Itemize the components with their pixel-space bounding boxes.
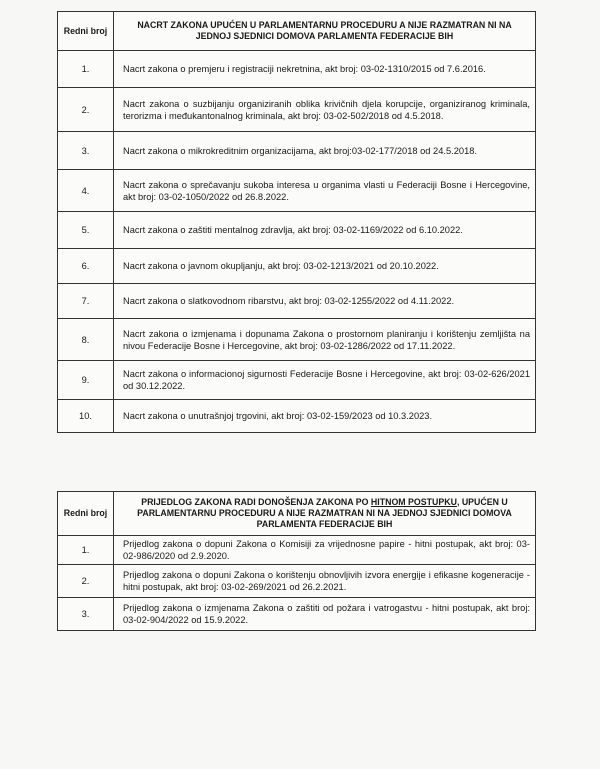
table-row	[58, 536, 536, 565]
row-number: 1.	[58, 536, 114, 565]
header-redni-broj: Redni broj	[58, 12, 114, 51]
row-number: 4.	[58, 170, 114, 212]
header-title: NACRT ZAKONA UPUĆEN U PARLAMENTARNU PROCEDURU A NIJE RAZMATRAN NI NA JEDNOJ SJEDNICI DOMOVA PARLAMENTA FEDERACIJE BIH	[114, 12, 536, 51]
header-redni-broj: Redni broj	[58, 492, 114, 536]
table-row	[58, 565, 536, 598]
table-row	[58, 132, 536, 170]
table-row	[58, 170, 536, 212]
row-number: 2.	[58, 88, 114, 132]
row-number: 3.	[58, 598, 114, 631]
table-row	[58, 361, 536, 400]
header-title-underlined: HITNOM POSTUPKU	[370, 497, 457, 507]
row-number: 7.	[58, 284, 114, 319]
row-number: 8.	[58, 319, 114, 361]
row-number: 1.	[58, 51, 114, 88]
table-row	[58, 249, 536, 284]
row-text: Nacrt zakona o premjeru i registraciji nekretnina, akt broj: 03-02-1310/2015 od 7.6.2016.	[114, 51, 536, 88]
table-row	[58, 51, 536, 88]
row-text: Nacrt zakona o zaštiti mentalnog zdravlja, akt broj: 03-02-1169/2022 od 6.10.2022.	[114, 212, 536, 249]
header-title-part2: , UPUĆEN U PARLAMENTARNU PROCEDURU A NIJE RAZMATRAN NI NA JEDNOJ SJEDNICI DOMOVA PARLAMENTA FEDERACIJE BIH	[137, 497, 512, 529]
row-number: 3.	[58, 132, 114, 170]
row-text: Prijedlog zakona o dopuni Zakona o Komisiji za vrijednosne papire - hitni postupak, akt broj: 03-02-986/2020 od 2.9.2020.	[114, 536, 536, 565]
row-text: Nacrt zakona o suzbijanju organiziranih oblika krivičnih djela korupcije, organiziranog kriminala, terorizma i međukantonalnog kriminala, akt broj: 03-02-502/2018 od 4.5.2018.	[114, 88, 536, 132]
table-row	[58, 598, 536, 631]
table-row	[58, 212, 536, 249]
row-text: Prijedlog zakona o dopuni Zakona o korištenju obnovljivih izvora energije i efikasne kogeneracije - hitni postupak, akt broj: 03-02-269/2021 od 26.2.2021.	[114, 565, 536, 598]
table-row	[58, 88, 536, 132]
table-row	[58, 400, 536, 433]
header-title	[114, 492, 536, 536]
table-header-row	[58, 12, 536, 51]
row-text: Prijedlog zakona o izmjenama Zakona o zaštiti od požara i vatrogastvu - hitni postupak, akt broj: 03-02-904/2022 od 15.9.2022.	[114, 598, 536, 631]
row-text: Nacrt zakona o slatkovodnom ribarstvu, akt broj: 03-02-1255/2022 od 4.11.2022.	[114, 284, 536, 319]
table-urgent-procedure-laws	[57, 491, 536, 631]
row-text: Nacrt zakona o javnom okupljanju, akt broj: 03-02-1213/2021 od 20.10.2022.	[114, 249, 536, 284]
row-text: Nacrt zakona o izmjenama i dopunama Zakona o prostornom planiranju i korištenju zemljišta na nivou Federacije Bosne i Hercegovine, akt broj: 03-02-1286/2022 od 17.11.2022.	[114, 319, 536, 361]
row-number: 9.	[58, 361, 114, 400]
row-text: Nacrt zakona o informacionoj sigurnosti Federacije Bosne i Hercegovine, akt broj: 03-02-626/2021 od 30.12.2022.	[114, 361, 536, 400]
table-row	[58, 319, 536, 361]
table-draft-laws	[57, 11, 536, 433]
row-number: 6.	[58, 249, 114, 284]
row-text: Nacrt zakona o unutrašnjoj trgovini, akt broj: 03-02-159/2023 od 10.3.2023.	[114, 400, 536, 433]
row-number: 5.	[58, 212, 114, 249]
row-number: 10.	[58, 400, 114, 433]
row-text: Nacrt zakona o sprečavanju sukoba interesa u organima vlasti u Federaciji Bosne i Hercegovine, akt broj: 03-02-1050/2022 od 26.8.2022.	[114, 170, 536, 212]
row-number: 2.	[58, 565, 114, 598]
table-row	[58, 284, 536, 319]
header-title-part1: PRIJEDLOG ZAKONA RADI DONOŠENJA ZAKONA PO	[141, 497, 371, 507]
table-header-row	[58, 492, 536, 536]
row-text: Nacrt zakona o mikrokreditnim organizacijama, akt broj:03-02-177/2018 od 24.5.2018.	[114, 132, 536, 170]
